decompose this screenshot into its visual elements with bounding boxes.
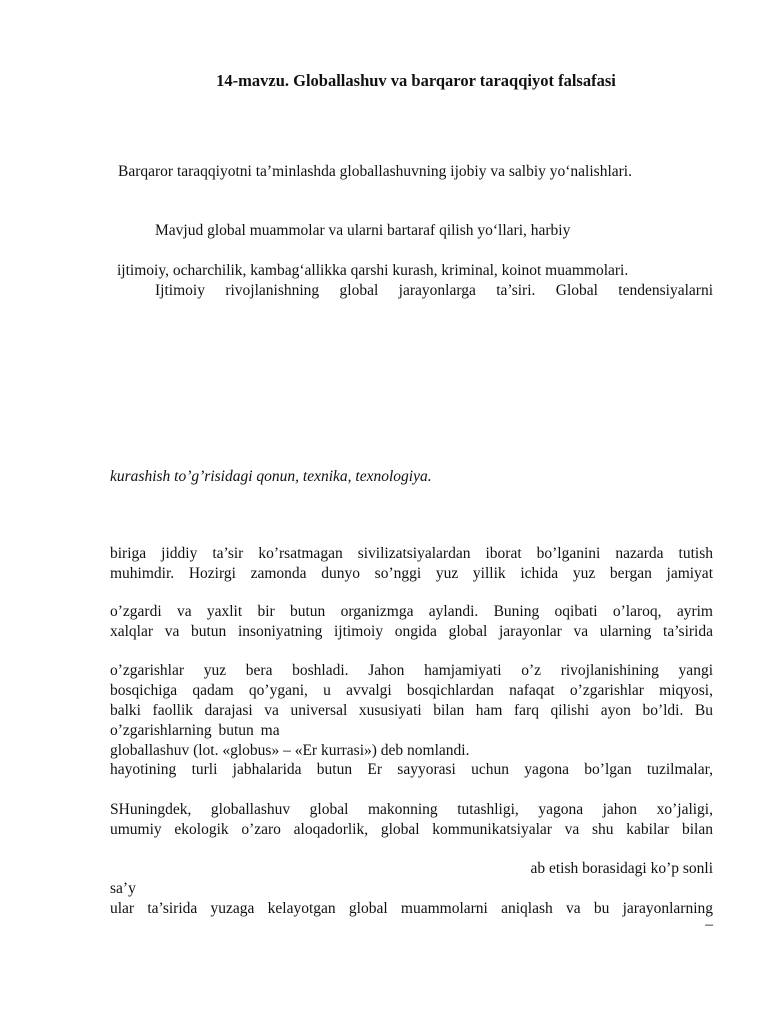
body-line-9: globallashuv (lot. «globus» – «Er kurrasi») deb nomlandi.	[110, 742, 470, 759]
italic-line: kurashish to’g’risidagi qonun, texnika, texnologiya.	[110, 468, 432, 485]
body-line-15: ular ta’sirida yuzaga kelayotgan global muammolarni aniqlash va bu jarayonlarning	[110, 900, 713, 917]
topic-line-3: Ijtimoiy rivojlanishning global jarayonlarga ta’siri. Global tendensiyalarni	[155, 282, 713, 299]
body-line-2: muhimdir. Hozirgi zamonda dunyo so’nggi yuz yillik ichida yuz bergan jamiyat	[110, 565, 713, 582]
body-line-8: o’zgarishlarning butun ma	[110, 722, 280, 739]
body-line-4: xalqlar va butun insoniyatning ijtimoiy ongida global jarayonlar va ularning ta’sirida	[110, 623, 713, 640]
body-line-6: bosqichiga qadam qo’ygani, u avvalgi bosqichlardan nafaqat o’zgarishlar miqyosi,	[110, 682, 713, 699]
body-line-5: o’zgarishlar yuz bera boshladi. Jahon hamjamiyati o’z rivojlanishining yangi	[110, 662, 713, 679]
body-line-7: balki faollik darajasi va universal xususiyati bilan ham farq qilishi ayon bo’ldi. Bu	[110, 702, 713, 719]
body-line-14: sa’y	[110, 880, 136, 897]
body-line-11: SHuningdek, globallashuv global makonning tutashligi, yagona jahon xo’jaligi,	[110, 801, 713, 818]
page-title: 14-mavzu. Globallashuv va barqaror taraqqiyot falsafasi	[216, 71, 616, 90]
body-line-10: hayotining turli jabhalarida butun Er sayyorasi uchun yagona bo’lgan tuzilmalar,	[110, 761, 713, 778]
body-line-12: umumiy ekologik o’zaro aloqadorlik, global kommunikatsiyalar va shu kabilar bilan	[110, 821, 713, 838]
body-line-3: o’zgardi va yaxlit bir butun organizmga aylandi. Buning oqibati o’laroq, ayrim	[110, 603, 713, 620]
body-line-16: –	[705, 916, 713, 933]
topic-line-1: Mavjud global muammolar va ularni bartaraf qilish yo‘llari, harbiy	[155, 222, 571, 239]
body-line-13: ab etish borasidagi ko’p sonli	[530, 860, 713, 877]
body-line-1: biriga jiddiy ta’sir ko’rsatmagan sivilizatsiyalardan iborat bo’lganini nazarda tutish	[110, 545, 713, 562]
topic-line-2: ijtimoiy, ocharchilik, kambag‘allikka qarshi kurash, kriminal, koinot muammolari.	[117, 262, 629, 279]
subheading: Barqaror taraqqiyotni ta’minlashda globallashuvning ijobiy va salbiy yo‘nalishlari.	[118, 163, 632, 180]
